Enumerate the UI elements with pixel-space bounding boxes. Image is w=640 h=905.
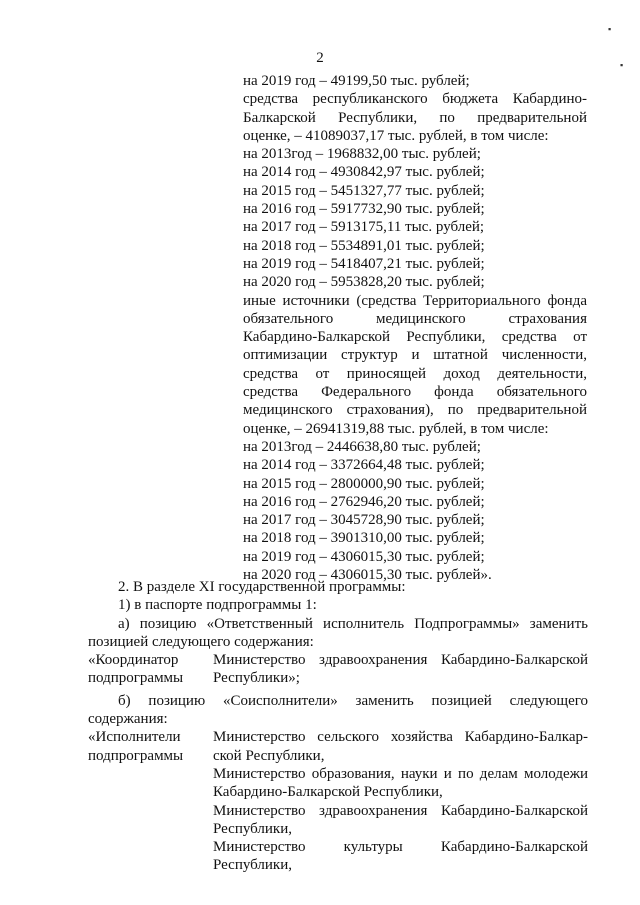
executor-line: Министерство здравоохранения Кабардино-Балкарской [213, 802, 588, 819]
funding-line: Балкарской Республики, по предварительной [243, 109, 587, 126]
funding-line: на 2015 год – 5451327,77 тыс. рублей; [243, 182, 485, 199]
executor-line: Министерство образования, науки и по делам молодежи [213, 765, 588, 782]
coordinator-value: Министерство здравоохранения Кабардино-Балкарской [213, 652, 588, 669]
item-a: а) позицию «Ответственный исполнитель Подпрограммы» заменить [118, 615, 588, 632]
executor-line: Республики, [213, 857, 292, 874]
coordinator-label: подпрограммы [88, 670, 184, 687]
funding-line: на 2015 год – 2800000,90 тыс. рублей; [243, 475, 485, 492]
funding-line: на 2016 год – 2762946,20 тыс. рублей; [243, 493, 485, 510]
funding-line: обязательного медицинского страхования [243, 310, 587, 327]
funding-line: медицинского страхования), по предварительной [243, 402, 587, 419]
section-heading: 2. В разделе XI государственной программы: [118, 579, 406, 595]
funding-line: Кабардино-Балкарской Республики, средства от [243, 329, 587, 346]
item-1: 1) в паспорте подпрограммы 1: [118, 597, 317, 614]
page-number: 2 [316, 50, 324, 66]
funding-line: средства республиканского бюджета Кабардино- [243, 91, 587, 108]
executor-line: Кабардино-Балкарской Республики, [213, 784, 443, 801]
funding-line: на 2017 год – 3045728,90 тыс. рублей; [243, 512, 485, 529]
executor-line: Министерство культуры Кабардино-Балкарской [213, 839, 588, 856]
coordinator-row [88, 651, 588, 688]
executor-line: Республики, [213, 820, 292, 837]
executor-line: ской Республики, [213, 747, 325, 764]
funding-line: на 2017 год – 5913175,11 тыс. рублей; [243, 219, 485, 236]
item-a-continued: позицией следующего содержания: [88, 633, 314, 650]
funding-line: на 2013год – 2446638,80 тыс. рублей; [243, 438, 481, 455]
executors-label: «Исполнители [88, 729, 181, 746]
executors-label: подпрограммы [88, 747, 184, 764]
funding-line: на 2014 год – 3372664,48 тыс. рублей; [243, 457, 485, 474]
executors-row [88, 728, 588, 874]
funding-line: на 2014 год – 4930842,97 тыс. рублей; [243, 164, 485, 181]
funding-line: оценке, – 26941319,88 тыс. рублей, в том числе: [243, 420, 549, 437]
scan-mark: ▪ [620, 60, 624, 70]
funding-line: на 2013год – 1968832,00 тыс. рублей; [243, 146, 481, 163]
coordinator-label: «Координатор [88, 652, 179, 669]
executor-line: Министерство сельского хозяйства Кабардино-Балкар- [213, 729, 588, 746]
funding-sources-block [243, 72, 587, 584]
item-b-continued: содержания: [88, 711, 168, 728]
funding-line: на 2020 год – 4306015,30 тыс. рублей». [243, 567, 492, 584]
item-b: б) позицию «Соисполнители» заменить позицией следующего [118, 692, 588, 709]
funding-line: на 2020 год – 5953828,20 тыс. рублей; [243, 274, 485, 291]
funding-line: средства от приносящей доход деятельности, [243, 365, 587, 382]
funding-line: на 2018 год – 3901310,00 тыс. рублей; [243, 530, 485, 547]
coordinator-value: Республики»; [213, 670, 300, 687]
funding-line: на 2019 год – 49199,50 тыс. рублей; [243, 73, 470, 89]
funding-line: иные источники (средства Территориального фонда [243, 292, 587, 309]
funding-line: средства Федерального фонда обязательного [243, 384, 587, 401]
funding-line: оптимизации структур и штатной численности, [243, 347, 587, 364]
funding-line: на 2018 год – 5534891,01 тыс. рублей; [243, 237, 485, 254]
funding-line: на 2016 год – 5917732,90 тыс. рублей; [243, 201, 485, 218]
funding-line: оценке, – 41089037,17 тыс. рублей, в том числе: [243, 127, 549, 144]
funding-line: на 2019 год – 5418407,21 тыс. рублей; [243, 255, 485, 272]
scan-mark: ▪ [608, 24, 612, 34]
section-2 [88, 578, 588, 875]
funding-line: на 2019 год – 4306015,30 тыс. рублей; [243, 548, 485, 565]
